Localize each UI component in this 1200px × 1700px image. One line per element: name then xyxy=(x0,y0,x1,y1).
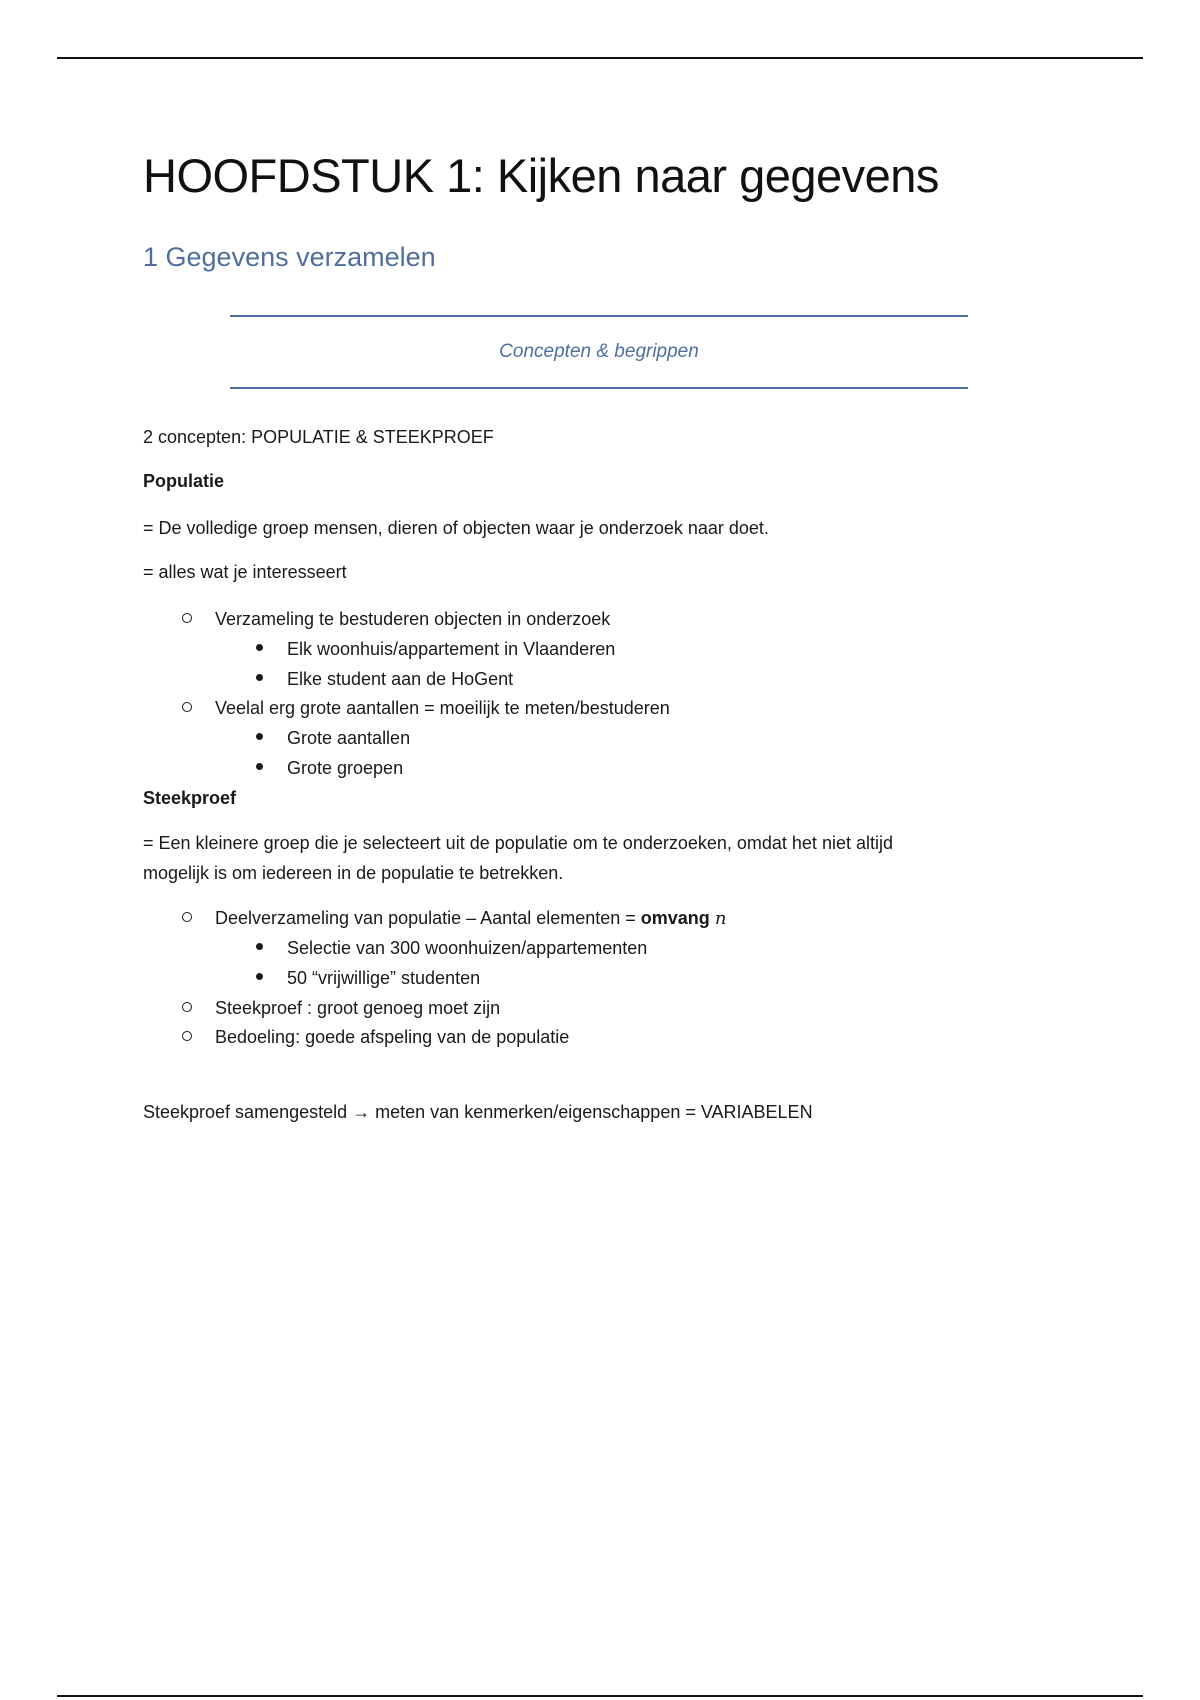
list-item xyxy=(215,993,500,1023)
list-item-text: Selectie van 300 woonhuizen/appartementen xyxy=(287,938,648,958)
circle-bullet-icon xyxy=(177,604,197,634)
list-item-text: 50 “vrijwillige” studenten xyxy=(287,968,481,988)
list-item xyxy=(215,604,610,634)
populatie-heading: Populatie xyxy=(143,471,225,491)
circle-bullet-icon xyxy=(177,903,197,933)
populatie-definition-2: = alles wat je interesseert xyxy=(143,562,347,582)
intense-quote-box xyxy=(230,315,968,389)
list-item xyxy=(215,693,670,723)
list-item-text: Steekproef : groot genoeg moet zijn xyxy=(215,998,501,1018)
dot-bullet-icon xyxy=(249,664,269,694)
math-variable-n: n xyxy=(714,908,727,929)
dot-bullet-icon xyxy=(249,634,269,664)
list-item-text: Bedoeling: goede afspeling van de populatie xyxy=(215,1027,570,1047)
dot-bullet-icon xyxy=(249,963,269,993)
intro-paragraph: 2 concepten: POPULATIE & STEEKPROEF xyxy=(143,427,494,447)
list-item xyxy=(215,903,726,934)
list-item-text: Deelverzameling van populatie – Aantal elementen = xyxy=(215,908,641,928)
dot-bullet-icon xyxy=(249,753,269,783)
circle-bullet-icon xyxy=(177,993,197,1023)
steekproef-heading: Steekproef xyxy=(143,788,237,808)
conclusion-paragraph xyxy=(143,1097,813,1127)
dot-bullet-icon xyxy=(249,933,269,963)
steekproef-definition-line-1: = Een kleinere groep die je selecteert uit de populatie om te onderzoeken, omdat het niet altijd xyxy=(143,833,893,853)
circle-bullet-icon xyxy=(177,1022,197,1052)
right-arrow-icon: → xyxy=(352,1102,371,1122)
list-item-text: Grote groepen xyxy=(287,758,404,778)
omvang-term: omvang xyxy=(640,908,710,928)
list-item xyxy=(287,634,615,664)
list-item-text: Verzameling te bestuderen objecten in onderzoek xyxy=(215,609,611,629)
list-item-text: Veelal erg grote aantallen = moeilijk te meten/bestuderen xyxy=(215,698,670,718)
dot-bullet-icon xyxy=(249,723,269,753)
list-item xyxy=(215,1022,569,1052)
list-item-text: Elk woonhuis/appartement in Vlaanderen xyxy=(287,639,616,659)
list-item-text: Grote aantallen xyxy=(287,728,411,748)
conclusion-end: meten van kenmerken/eigenschappen = VARIABELEN xyxy=(370,1102,813,1122)
list-item xyxy=(287,723,410,753)
page-bottom-rule xyxy=(57,1695,1143,1697)
conclusion-start: Steekproef samengesteld xyxy=(143,1102,353,1122)
list-item xyxy=(287,963,480,993)
section-heading: 1 Gegevens verzamelen xyxy=(143,242,436,272)
list-item xyxy=(287,933,647,963)
quote-text: Concepten & begrippen xyxy=(499,341,699,362)
page-top-rule xyxy=(57,57,1143,59)
populatie-definition-1: = De volledige groep mensen, dieren of objecten waar je onderzoek naar doet. xyxy=(143,518,769,538)
chapter-title: HOOFDSTUK 1: Kijken naar gegevens xyxy=(143,149,939,202)
list-item xyxy=(287,664,513,694)
list-item-text: Elke student aan de HoGent xyxy=(287,669,514,689)
circle-bullet-icon xyxy=(177,693,197,723)
list-item xyxy=(287,753,403,783)
steekproef-definition-line-2: mogelijk is om iedereen in de populatie te betrekken. xyxy=(143,863,564,883)
